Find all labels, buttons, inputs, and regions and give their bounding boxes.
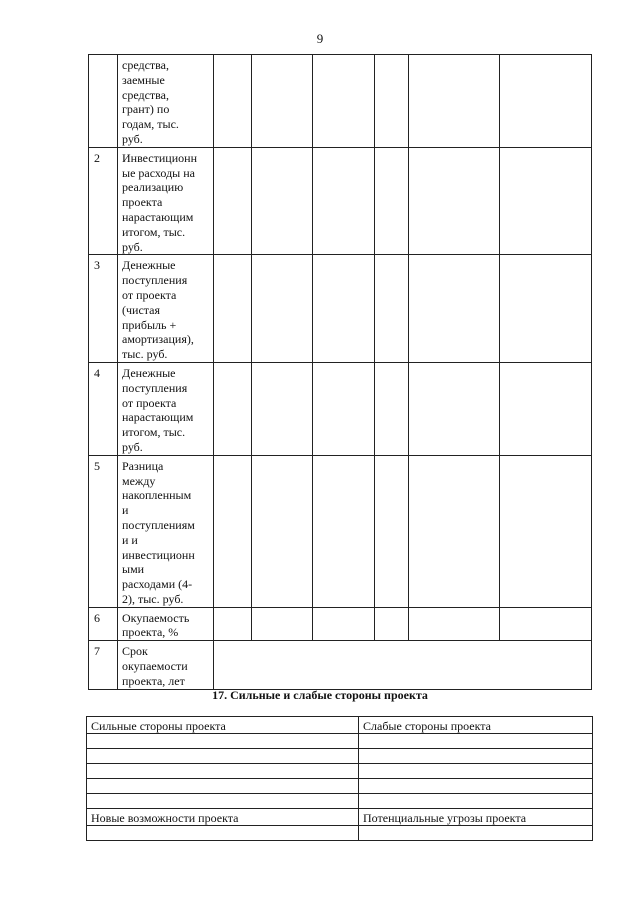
row-number: 6 [89,607,118,641]
row-number: 2 [89,147,118,255]
row-label-line: между [122,473,156,488]
row-label-line: окупаемости [122,659,188,674]
row-label [118,147,214,255]
table-row [89,607,592,641]
data-cell [252,55,313,148]
row-label-line: 2), тыс. руб. [122,591,184,606]
data-cell [214,147,252,255]
row-label-line: поступления [122,380,188,395]
data-cell [214,455,252,607]
row-label-line: итогом, тыс. [122,224,186,239]
row-label-line: нарастающим [122,410,194,425]
row-label-line: ыми [122,562,145,577]
table-row [89,55,592,148]
swot-blank-cell [87,826,359,841]
row-number: 3 [89,255,118,363]
row-label-line: проекта [122,195,163,210]
row-label-line: Денежные [122,365,176,380]
table-row [89,255,592,363]
data-cell [500,362,592,455]
swot-blank-row [87,794,593,809]
data-cell [500,255,592,363]
page-number: 9 [316,31,324,46]
row-number [89,55,118,148]
data-cell [409,55,500,148]
swot-header-row [87,717,593,734]
data-cell [252,255,313,363]
swot-blank-cell [87,764,359,779]
row-label-line: (чистая [122,302,161,317]
swot-blank-cell [87,779,359,794]
row-label-line: накопленным [122,488,192,503]
data-cell [214,362,252,455]
row-label [118,607,214,641]
row-label-line: реализацию [122,180,184,195]
row-label-line: прибыль + [122,317,177,332]
row-label-line: годам, тыс. [122,117,179,132]
data-cell-merged [214,641,592,689]
row-number: 7 [89,641,118,689]
row-label-line: амортизация), [122,332,194,347]
swot-blank-cell [87,794,359,809]
data-cell [409,255,500,363]
data-cell [252,362,313,455]
row-label-line: поступления [122,273,188,288]
data-cell [214,607,252,641]
table-row [89,641,592,689]
data-cell [214,55,252,148]
row-label-line: от проекта [122,287,177,302]
row-label-line: нарастающим [122,209,194,224]
row-label-line: грант) по [122,102,170,117]
data-cell [375,455,409,607]
row-label-line: руб. [122,239,143,254]
strengths-header: Сильные стороны проекта [87,717,359,734]
table-row [89,147,592,255]
swot-blank-cell [359,734,593,749]
row-label-line: и [122,503,129,518]
row-label-line: Инвестиционн [122,150,197,165]
row-label-line: итогом, тыс. [122,425,186,440]
table-row [89,455,592,607]
row-label-line: средства, [122,87,170,102]
data-cell [214,255,252,363]
row-label [118,455,214,607]
row-label-line: Денежные [122,258,176,273]
swot-blank-cell [87,734,359,749]
row-label-line: ые расходы на [122,165,195,180]
row-label-line: проекта, лет [122,673,185,688]
row-label-line: инвестиционн [122,547,195,562]
row-label-line: руб. [122,439,143,454]
data-cell [252,607,313,641]
data-cell [375,55,409,148]
row-label-line: и и [122,532,138,547]
row-number: 4 [89,362,118,455]
row-label [118,55,214,148]
row-label-line: Разница [122,458,164,473]
row-label-line: от проекта [122,395,177,410]
row-label [118,641,214,689]
swot-blank-cell [359,764,593,779]
threats-header: Потенциальные угрозы проекта [359,809,593,826]
row-label-line: расходами (4- [122,577,193,592]
swot-blank-cell [359,794,593,809]
opportunities-header: Новые возможности проекта [87,809,359,826]
section-title: 17. Сильные и слабые стороны проекта [212,688,428,702]
swot-blank-cell [359,779,593,794]
swot-blank-row [87,764,593,779]
row-label-line: тыс. руб. [122,347,168,362]
table-row [89,362,592,455]
swot-blank-row [87,779,593,794]
swot-table [86,716,593,841]
row-label-line: заемные [122,72,165,87]
row-label [118,255,214,363]
data-cell [252,147,313,255]
data-cell [313,607,375,641]
row-label-line: средства, [122,58,170,72]
row-number: 5 [89,455,118,607]
swot-header-row [87,809,593,826]
data-cell [375,255,409,363]
swot-blank-cell [359,749,593,764]
data-cell [313,55,375,148]
data-cell [500,455,592,607]
data-cell [313,455,375,607]
data-cell [252,455,313,607]
swot-blank-cell [87,749,359,764]
data-cell [500,55,592,148]
row-label-line: Окупаемость [122,610,190,625]
data-cell [313,255,375,363]
data-cell [375,362,409,455]
data-cell [409,607,500,641]
data-cell [375,147,409,255]
row-label-line: руб. [122,131,143,146]
data-cell [500,607,592,641]
data-cell [375,607,409,641]
swot-blank-row [87,749,593,764]
data-cell [409,455,500,607]
row-label-line: Срок [122,644,148,659]
row-label-line: поступлениям [122,517,195,532]
data-cell [409,362,500,455]
row-label-line: проекта, % [122,625,179,640]
row-label [118,362,214,455]
data-cell [409,147,500,255]
swot-blank-cell [359,826,593,841]
data-cell [500,147,592,255]
data-cell [313,362,375,455]
weaknesses-header: Слабые стороны проекта [359,717,593,734]
investment-table [88,54,592,690]
data-cell [313,147,375,255]
swot-blank-row [87,826,593,841]
swot-blank-row [87,734,593,749]
